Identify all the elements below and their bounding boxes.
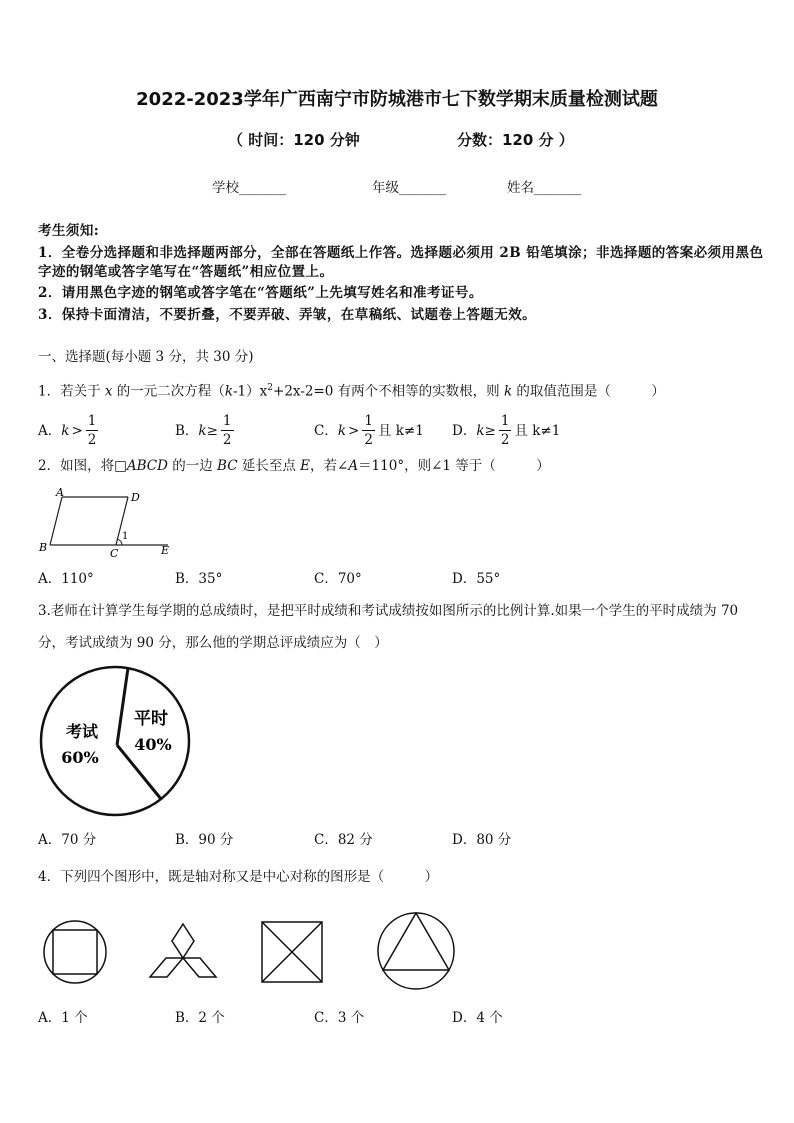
notice-item-3: 3．保持卡面清洁，不要折叠，不要弄破、弄皱，在草稿纸、试题卷上答题无效。: [38, 307, 537, 323]
q3-option-c: C．82 分: [314, 832, 373, 848]
variable: x: [259, 383, 268, 400]
variable: k: [224, 383, 233, 400]
label-b: B: [39, 541, 48, 554]
grade-field: 年级_______: [372, 180, 447, 196]
question-2: [38, 458, 550, 474]
variable: k: [476, 422, 485, 439]
q4-option-b: B．2 个: [175, 1010, 225, 1026]
question-text: +2x-2=0 有两个不相等的实数根，则: [273, 383, 504, 400]
question-text: 的一元二次方程（: [112, 383, 225, 400]
notice-item-2: 2．请用黑色字迹的钢笔或答字笔在“答题纸”上先填写姓名和准考证号。: [38, 285, 483, 301]
q2-option-d: D．55°: [452, 571, 501, 587]
variable: k: [337, 422, 347, 439]
question-text: ，若∠: [310, 458, 349, 474]
relation: >: [348, 422, 360, 439]
q4-option-a: A．1 个: [38, 1010, 88, 1026]
relation: ≥: [484, 422, 496, 439]
q4-option-c: C．3 个: [314, 1010, 365, 1026]
parallelogram-name: □ABCD: [114, 458, 168, 474]
denominator: 2: [222, 432, 232, 448]
pie-daily-percent: 40%: [134, 735, 172, 754]
segment-name: BC: [217, 458, 238, 474]
pie-divider-top: [117, 668, 128, 745]
question-number: 2．: [38, 458, 61, 474]
pie-exam-label: 考试: [65, 722, 99, 741]
q4-option-d: D．4 个: [452, 1010, 503, 1026]
variable: k: [61, 422, 70, 439]
pie-daily-label: 平时: [134, 709, 168, 729]
point-name: E: [300, 458, 310, 474]
q3-option-a: A．70 分: [38, 832, 97, 848]
exam-time: （ 时间：120 分钟: [228, 131, 360, 149]
q3-option-d: D．80 分: [452, 832, 512, 848]
question-text: ＝110°，则∠1 等于（ ）: [358, 458, 550, 474]
symmetry-figures: [36, 912, 466, 992]
figure-2-left-diamond: [150, 958, 183, 977]
q2-option-a: A．110°: [38, 571, 94, 587]
question-text: -1）: [233, 383, 260, 400]
figure-square-cross: [262, 922, 322, 982]
option-suffix: 且 k≠1: [377, 422, 424, 439]
option-letter: C．: [314, 422, 338, 439]
fraction: [499, 414, 512, 447]
notice-item-1-line-2: 字迹的钢笔或答字笔写在“答题纸”相应位置上。: [38, 264, 334, 280]
label-d: D: [131, 491, 140, 504]
denominator: 2: [500, 432, 510, 448]
figure-circle-square: [44, 921, 106, 983]
denominator: 2: [364, 432, 373, 448]
question-text: 如图，将: [60, 458, 115, 474]
exponent: 2: [267, 383, 274, 393]
question-4: 4．下列四个图形中，既是轴对称又是中心对称的图形是（ ）: [38, 869, 439, 885]
figure-three-diamonds: [150, 924, 216, 977]
question-text: 若关于: [60, 383, 105, 400]
option-letter: A．: [38, 422, 62, 439]
question-number: 1．: [38, 383, 61, 400]
figure-4-circle: [378, 913, 454, 989]
label-e: E: [161, 544, 170, 557]
question-text: 的一边: [167, 458, 218, 474]
denominator: 2: [87, 432, 97, 448]
label-c: C: [110, 547, 119, 560]
q1-option-a: [38, 414, 101, 447]
question-text: 延长至点: [237, 458, 301, 474]
option-suffix: 且 k≠1: [514, 422, 561, 439]
q1-option-d: [452, 414, 560, 447]
figure-2-right-diamond: [183, 958, 216, 977]
pie-exam-percent: 60%: [61, 748, 99, 767]
variable: x: [104, 383, 113, 400]
parallelogram-figure: [34, 484, 174, 562]
numerator: 1: [87, 413, 97, 429]
question-text: 的取值范围是（ ）: [512, 383, 665, 400]
figure-1-square: [53, 930, 97, 974]
option-letter: B．: [175, 422, 199, 439]
q2-option-b: B．35°: [175, 571, 223, 587]
side-ab: [50, 497, 62, 545]
exam-title: 2022-2023学年广西南宁市防城港市七下数学期末质量检测试题: [136, 89, 658, 110]
numerator: 1: [222, 413, 232, 429]
point-name: A: [348, 458, 359, 474]
fraction: [86, 414, 99, 447]
exam-score: 分数：120 分 ）: [457, 131, 574, 149]
relation: >: [71, 422, 83, 439]
notice-heading: 考生须知:: [38, 223, 100, 239]
variable: k: [503, 383, 513, 400]
numerator: 1: [500, 413, 510, 429]
section-heading: 一、选择题(每小题 3 分，共 30 分): [38, 349, 254, 365]
fraction: [221, 414, 234, 447]
figure-2-top-diamond: [172, 924, 194, 958]
relation: ≥: [206, 422, 218, 439]
fraction: [362, 414, 375, 447]
school-field: 学校_______: [212, 180, 287, 196]
label-angle-1: 1: [122, 531, 129, 542]
q1-option-c: [314, 414, 424, 447]
question-1: [38, 380, 665, 400]
option-letter: D．: [452, 422, 477, 439]
notice-item-1-line-1: 1．全卷分选择题和非选择题两部分，全部在答题纸上作答。选择题必须用 2B 铅笔填涂；非选择题的答案必须用黑色: [38, 245, 764, 261]
question-3-line-1: 3.老师在计算学生每学期的总成绩时，是把平时成绩和考试成绩按如图所示的比例计算.如果一个学生的平时成绩为 70: [38, 603, 739, 619]
q2-option-c: C．70°: [314, 571, 362, 587]
numerator: 1: [364, 413, 373, 429]
q1-option-b: [175, 414, 237, 447]
pie-chart: [36, 664, 196, 820]
name-field: 姓名_______: [507, 180, 582, 196]
q3-option-b: B．90 分: [175, 832, 234, 848]
variable: k: [198, 422, 207, 439]
figure-circle-triangle: [378, 913, 454, 989]
question-3-line-2: 分，考试成绩为 90 分，那么他的学期总评成绩应为（ ）: [38, 635, 388, 651]
label-a: A: [56, 486, 64, 499]
